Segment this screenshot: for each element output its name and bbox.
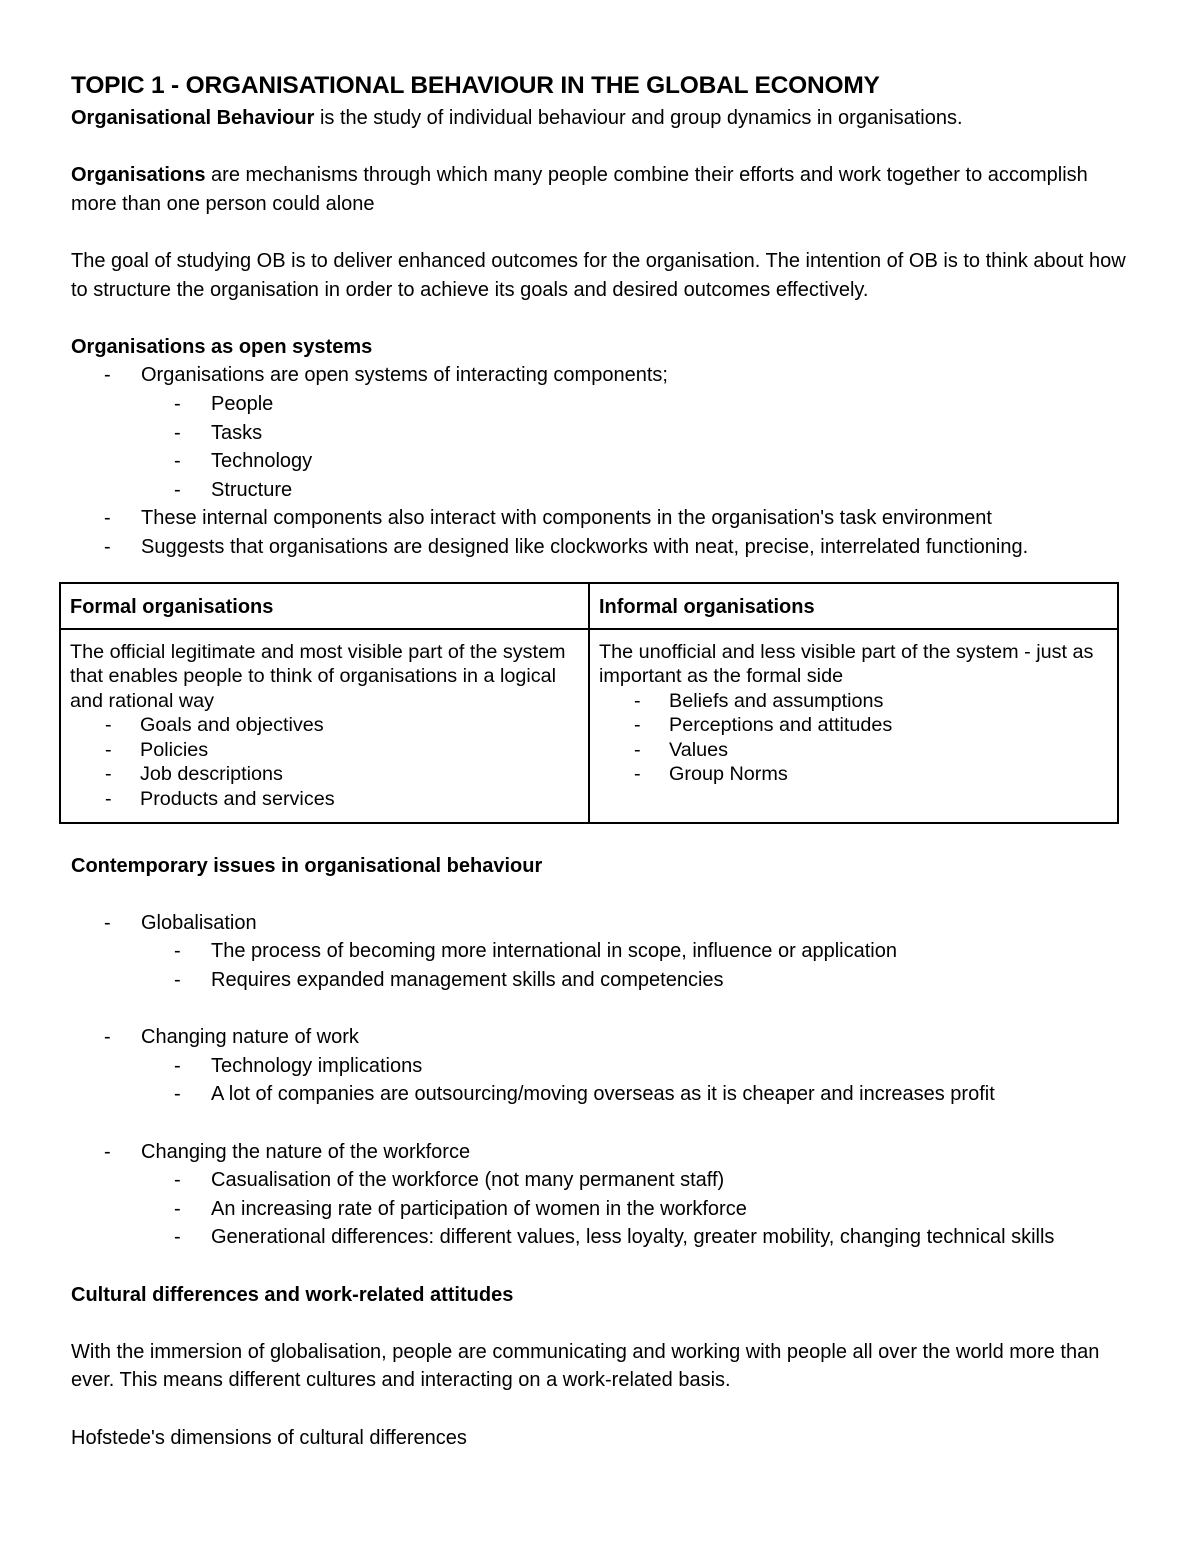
list-item: - People bbox=[141, 390, 1131, 419]
informal-cell bbox=[589, 629, 1118, 823]
list-item: - Technology implications bbox=[141, 1052, 1131, 1081]
group-items bbox=[141, 937, 1131, 994]
formal-items bbox=[70, 713, 579, 811]
list-item bbox=[71, 1138, 1131, 1252]
cultural-paragraph: With the immersion of globalisation, people are communicating and working with people all over the world more than ever. This means different cultures and interacting on a work-related basis. bbox=[71, 1340, 1100, 1392]
list-item: - Policies bbox=[70, 738, 579, 763]
contemporary-group-workforce bbox=[71, 1138, 1131, 1252]
table-header-row bbox=[60, 583, 1118, 629]
list-item: - A lot of companies are outsourcing/moving overseas as it is cheaper and increases profit bbox=[141, 1080, 1131, 1109]
table-row bbox=[60, 629, 1118, 823]
definition-org-term: Organisations bbox=[71, 164, 206, 187]
list-item bbox=[71, 909, 1131, 995]
cultural-heading: Cultural differences and work-related attitudes bbox=[71, 1283, 514, 1306]
list-item: - Group Norms bbox=[599, 762, 1108, 787]
definition-org-text: are mechanisms through which many people combine their efforts and work together to accomplish more than one person could alone bbox=[71, 164, 1088, 215]
list-item bbox=[71, 361, 1131, 504]
list-item: - Job descriptions bbox=[70, 762, 579, 787]
list-item: - These internal components also interact with components in the organisation's task environment bbox=[71, 504, 1131, 533]
contemporary-group-globalisation bbox=[71, 909, 1131, 995]
list-item: - Technology bbox=[141, 447, 1131, 476]
definition-ob bbox=[71, 104, 1131, 133]
contemporary-group-work bbox=[71, 1023, 1131, 1109]
list-item: - Products and services bbox=[70, 787, 579, 812]
list-item: - Values bbox=[599, 738, 1108, 763]
group-items bbox=[141, 1052, 1131, 1109]
definition-organisations bbox=[71, 161, 1131, 218]
open-systems-heading: Organisations as open systems bbox=[71, 335, 373, 358]
definition-ob-text: is the study of individual behaviour and group dynamics in organisations. bbox=[314, 107, 963, 129]
informal-items bbox=[599, 689, 1108, 787]
list-item: - Goals and objectives bbox=[70, 713, 579, 738]
formal-description: The official legitimate and most visible part of the system that enables people to think of organisations in a logical and rational way bbox=[70, 640, 566, 712]
list-item bbox=[71, 1023, 1131, 1109]
contemporary-heading: Contemporary issues in organisational behaviour bbox=[71, 854, 543, 877]
definition-ob-term: Organisational Behaviour bbox=[71, 107, 315, 129]
formal-informal-table bbox=[59, 582, 1119, 824]
group-label: Changing nature of work bbox=[141, 1026, 359, 1049]
list-item: - Tasks bbox=[141, 419, 1131, 448]
hofstede-line: Hofstede's dimensions of cultural differences bbox=[71, 1426, 467, 1449]
open-systems-list bbox=[71, 361, 1131, 561]
list-item: - The process of becoming more international in scope, influence or application bbox=[141, 937, 1131, 966]
informal-header: Informal organisations bbox=[589, 583, 1118, 629]
document-page bbox=[71, 68, 1131, 1452]
formal-header: Formal organisations bbox=[60, 583, 589, 629]
list-item: - Generational differences: different values, less loyalty, greater mobility, changing technical skills bbox=[141, 1223, 1131, 1252]
list-item: - Suggests that organisations are designed like clockworks with neat, precise, interrelated functioning. bbox=[71, 533, 1131, 562]
open-systems-intro: Organisations are open systems of interacting components; bbox=[141, 364, 668, 387]
informal-description: The unofficial and less visible part of the system - just as important as the formal side bbox=[599, 640, 1094, 688]
list-item: - Perceptions and attitudes bbox=[599, 713, 1108, 738]
list-item: - Requires expanded management skills and competencies bbox=[141, 966, 1131, 995]
components-list bbox=[141, 390, 1131, 504]
list-item: - Beliefs and assumptions bbox=[599, 689, 1108, 714]
list-item: - An increasing rate of participation of women in the workforce bbox=[141, 1195, 1131, 1224]
formal-cell bbox=[60, 629, 589, 823]
goal-paragraph: The goal of studying OB is to deliver enhanced outcomes for the organisation. The intention of OB is to think about how to structure the organisation in order to achieve its goals and desired outcomes effectively. bbox=[71, 249, 1126, 301]
group-label: Globalisation bbox=[141, 911, 257, 934]
list-item: - Casualisation of the workforce (not many permanent staff) bbox=[141, 1166, 1131, 1195]
group-items bbox=[141, 1166, 1131, 1252]
list-item: - Structure bbox=[141, 476, 1131, 505]
group-label: Changing the nature of the workforce bbox=[141, 1140, 471, 1163]
page-title: TOPIC 1 - ORGANISATIONAL BEHAVIOUR IN THE GLOBAL ECONOMY bbox=[71, 72, 880, 99]
